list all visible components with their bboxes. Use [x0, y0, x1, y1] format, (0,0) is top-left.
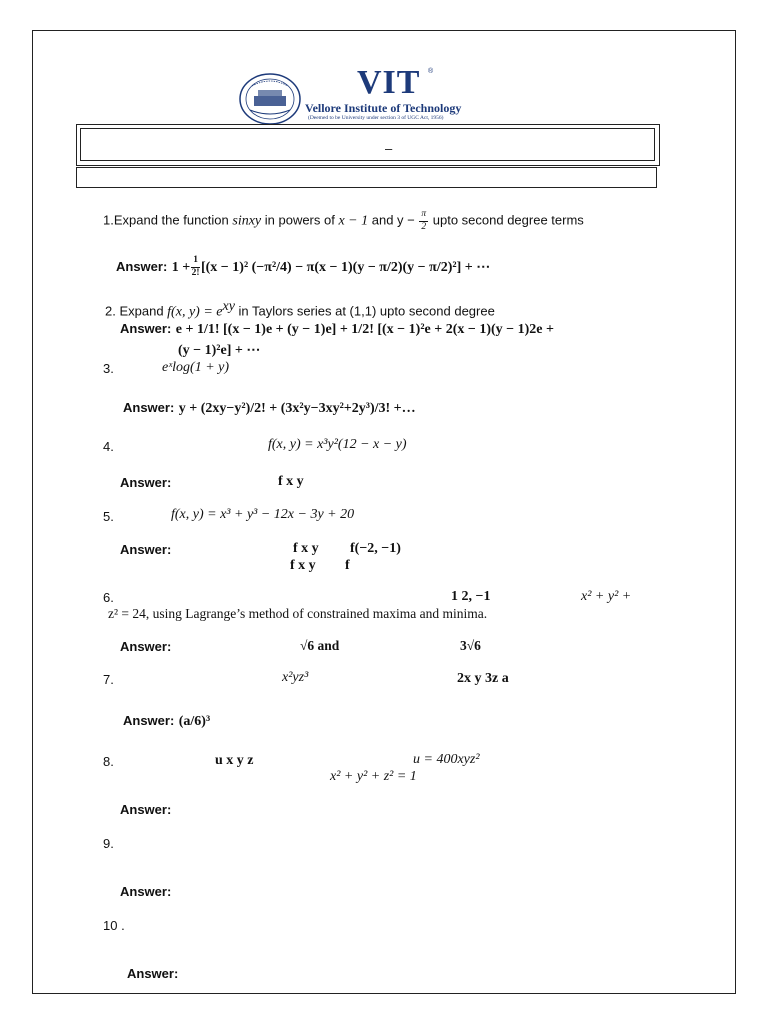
answer-6b: 3√6 — [460, 638, 481, 653]
question-7-expr-b: 2x y 3z a — [457, 671, 509, 686]
subtitle-box — [76, 167, 657, 188]
answer-5-line-2b: f — [345, 558, 350, 573]
answer-4-expr: f x y — [278, 474, 304, 489]
institution-name: Vellore Institute of Technology — [305, 101, 462, 115]
question-number: 10 . — [103, 918, 125, 933]
answer-1: Answer: 1 + $\frac{1}{2!}$ [(x − 1)² (−π²/4) − π(x − 1)(y − π/2)(y − π/2)²] + ⋯ — [116, 255, 491, 278]
question-3-expr: eˣlog(1 + y) — [162, 360, 230, 375]
answer-label: Answer: — [127, 966, 179, 981]
answer-label: Answer: — [120, 321, 172, 336]
question-number: 7. — [103, 672, 114, 687]
question-8-expr-b: u = 400xyz² — [413, 752, 480, 767]
answer-5-line-1b: f(−2, −1) — [350, 541, 401, 556]
question-4-expr: f(x, y) = x³y²(12 − x − y) — [268, 437, 407, 452]
question-8-expr-a: u x y z — [215, 753, 254, 768]
question-number: 3. — [103, 361, 114, 376]
question-number: 9. — [103, 836, 114, 851]
answer-label: Answer: — [120, 475, 172, 490]
fraction: $\frac{\pi}{2}$ — [421, 209, 427, 232]
answer-6a: √6 and — [300, 638, 340, 653]
answer-label: Answer: — [120, 802, 172, 817]
question-number: 5. — [103, 509, 114, 524]
logo-text: VIT — [357, 64, 421, 101]
answer-label: Answer: — [120, 884, 172, 899]
answer-5-line-2a: f x y — [290, 558, 316, 573]
question-2: 2. Expand f(x, $y) = e^{xy}$ in Taylors series at (1,1) upto second degree — [105, 299, 495, 320]
fraction: $\frac{1}{2!}$ — [191, 255, 200, 278]
answer-5-line-1a: f x y — [293, 541, 319, 556]
question-1: 1.Expand the function sinxy in powers of x − 1 and y − $\frac{\pi}{2}$ upto second degree terms — [103, 209, 584, 232]
answer-3: Answer: y + (2xy−y²)/2! + (3x²y−3xy²+2y³)/3! +… — [123, 400, 416, 416]
question-7-expr-a: x²yz³ — [282, 670, 309, 685]
question-6-line-2: z² = 24, using Lagrange’s method of constrained maxima and minima. — [108, 606, 488, 621]
institution-note: (Deemed to be University under section 3 of UGC Act, 1956) — [308, 115, 444, 121]
title-box-inner — [80, 128, 655, 161]
answer-label: Answer: — [116, 259, 168, 275]
university-seal-icon — [238, 72, 302, 126]
answer-2-line-1: Answer: e + 1/1! [(x − 1)e + (y − 1)e] + 1/2! [(x − 1)²e + 2(x − 1)(y − 1)2e + — [120, 321, 555, 337]
answer-2-line-2: (y − 1)²e] + ⋯ — [178, 343, 261, 358]
title-box — [76, 124, 660, 166]
title-line: – — [385, 141, 393, 156]
question-6-point: 1 2, −1 — [451, 589, 491, 604]
answer-label: Answer: — [123, 400, 175, 415]
answer-7: Answer: (a/6)³ — [123, 713, 211, 729]
logo-registered-mark: ® — [428, 68, 434, 75]
answer-label: Answer: — [123, 713, 175, 728]
answer-label: Answer: — [120, 542, 172, 557]
answer-label: Answer: — [120, 639, 172, 654]
question-number: 1. — [103, 212, 114, 228]
question-number: 6. — [103, 590, 114, 605]
question-number: 2. — [105, 303, 116, 319]
question-8-expr-c: x² + y² + z² = 1 — [330, 769, 417, 784]
question-number: 8. — [103, 754, 114, 769]
question-6-constraint: x² + y² + — [581, 589, 632, 604]
question-number: 4. — [103, 439, 114, 454]
question-5-expr: f(x, y) = x³ + y³ − 12x − 3y + 20 — [171, 507, 355, 522]
